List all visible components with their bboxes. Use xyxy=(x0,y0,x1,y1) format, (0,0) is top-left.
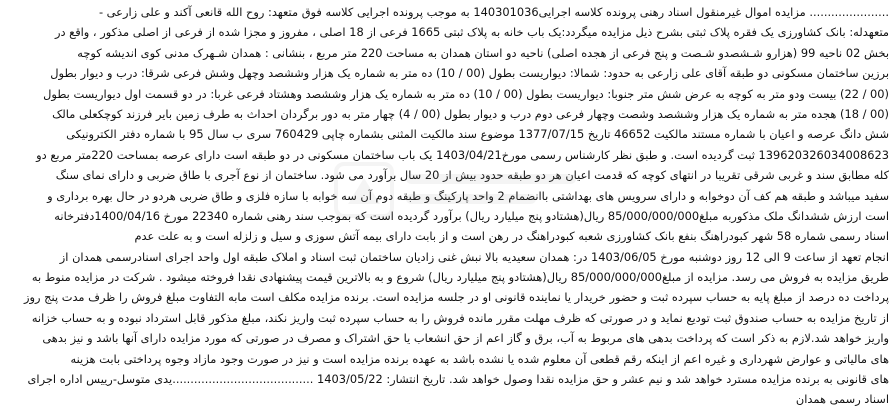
notice-line-1: ...................... مزایده اموال غیرمنقول اسناد رهنی پرونده کلاسه اجرایی140301036 به موجب پرونده اجرایی کلاسه فوق متعهد: روح الله قانعی آکند و علی زارعی - xyxy=(98,5,889,19)
notice-line-10: سفید میباشد و طبقه هم کف آن دوخوابه و دارای سرویس های بهداشتی باانضمام 2 واحد پارکینگ و طبقه دوم آن سه خوابه با سازه فلزی و طاق ضربی هردو در حال بهره برداری و xyxy=(47,188,889,203)
auction-notice-body xyxy=(6,2,889,409)
notice-line-9: کله مطابق سند و غربی شرقی تقریبا در انتهای کوچه که قدمت اعیان هر دو طبقه حدود بیش از 20 سال برآورد می شود. ساختمان از نوع آجری با طاق ضربی و دارای نمای سنگ xyxy=(55,168,889,183)
notice-line-18: های مالیاتی و عوارض شهرداری و غیره اعم از اینکه رقم قطعی آن معلوم شده یا نشده باشد به عهده برنده مزایده است و نیز در صورت وجود مازاد وجوه پرداختی بابت هزینه xyxy=(70,351,889,366)
notice-line-3: بخش 02 ناحیه 99 (هزارو شـشصدو شـصت و پنج فرعی از هجده اصلی) ناحیه دو استان همدان به مساحت 220 متر مربع ، بنشانی : همدان شـهرک مدنی کوی اندیشه کوچه xyxy=(77,45,889,60)
notice-line-14: طریق مزایده به فروش می رسد. مزایده از مبلغ85/000/000/000 ریال(هشتادو پنج میلیارد ریال) شروع و به بالاترین قیمت پیشنهادی نقدا فروخته میشود . شرکت در مزایده منوط به xyxy=(31,270,889,285)
notice-line-7: شش دانگ عرصه و اعیان با شماره مستند مالکیت 46652 تاریخ 1377/07/15 موضوع سند مالکیت المثنی بشماره چاپی 760429 سری ب سال 95 با شماره دفتر الکترونیکی xyxy=(66,127,889,142)
notice-line-2: متعهدله: بانک کشاورزی یک فقره پلاک ثبتی بشرح ذیل مزایده میگردد:یک باب خانه به پلاک ثبتی 1665 فرعی از 18 اصلی ، مفروز و مجزا شده از فرعی از اصلی مذکور ، واقع در xyxy=(54,25,889,40)
notice-line-11: است ارزش ششدانگ ملک مذکوربه مبلغ85/000/000/000 ریال(هشتادو پنج میلیارد ریال) برآورد گردیده است که بموجب سند رهنی شماره 22340 مورخ 1400/04/16دفترخانه xyxy=(54,208,889,223)
notice-line-5: (00 / 22) بیست ودو متر به کوچه به عرض شش متر جنوبا: دیواریست بطول (00 / 10) ده متر به شماره یک هزار وششصد وهشتاد فرعی غربا: در دو قسمت اول دیواریست بطول xyxy=(43,86,889,101)
notice-line-13: انجام تعهد از ساعت 9 الی 12 روز دوشنبه مورخ 1403/06/05 در: همدان سعیدیه بالا نبش غنی زادیان ساختمان ثبت اسناد و املاک طبقه اول واحد اجرای اسنادرسمی همدان از xyxy=(59,249,889,264)
notice-line-19: های قانونی به برنده مزایده مسترد خواهد شد و نیم عشر و حق مزایده نقدا وصول خواهد شد. تاریخ انتشار: 1403/05/22 .......................................یدی متوسل-رییس اداره اجرای xyxy=(27,372,889,387)
notice-line-20: اسناد رسمی همدان xyxy=(795,392,889,407)
notice-line-15: پرداخت ده درصد از مبلغ پایه به حساب سپرده ثبت و حضور خریدار یا نماینده قانونی او در جلسه مزایده است. برنده مزایده مکلف است مابه التفاوت مبلغ فروش را ظرف مدت پنج روز xyxy=(24,290,889,305)
notice-line-12: اسناد رسمی شماره 58 شهر کبودراهنگ بنفع بانک کشاورزی شعبه کبودراهنگ در رهن است و از بابت دارای بیمه آتش سوزی و سیل و زلزله است و به علت عدم xyxy=(134,229,889,244)
notice-line-16: از تاریخ مزایده به حساب صندوق ثبت تودیع نماید و در صورتی که ظرف مهلت مقرر مانده فروش را به حساب سپرده ثبت واریز نکند، مبلغ مذکور قابل استرداد نبوده و به حساب خزانه xyxy=(31,310,889,325)
notice-line-4: برزین ساختمان مسکونی دو طبقه آقای علی زارعی به حدود: شمالا: دیواریست بطول (00 / 10) ده متر به شماره یک هزار وششصد وچهل وشش فرعی شرقا: درب و دیوار بطول xyxy=(50,66,889,81)
notice-line-8: 139620326034008623 ثبت گردیده است. و طبق نظر کارشناس رسمی مورخ1403/04/21 یک باب ساختمان مسکونی در دو طبقه است دارای عرصه بمساحت 220متر مربع دو xyxy=(36,147,889,162)
notice-line-6: (00 / 18) هجده متر به شماره یک هزار وششصد وشصت وچهار فرعی دوم درب و دیوار بطول (00 / 4) چهار متر به دور برگردان احداث به طرف زمین بایر فرزند کوچکعلی مالک xyxy=(52,106,889,121)
notice-line-17: واریز خواهد شد.لازم به ذکر است که پرداخت بدهی های مربوط به آب، برق و گاز اعم از حق انشعاب یا حق اشتراک و مصرف در صورتی که مورد مزایده دارای آنها باشد و نیز بدهی xyxy=(42,331,889,346)
